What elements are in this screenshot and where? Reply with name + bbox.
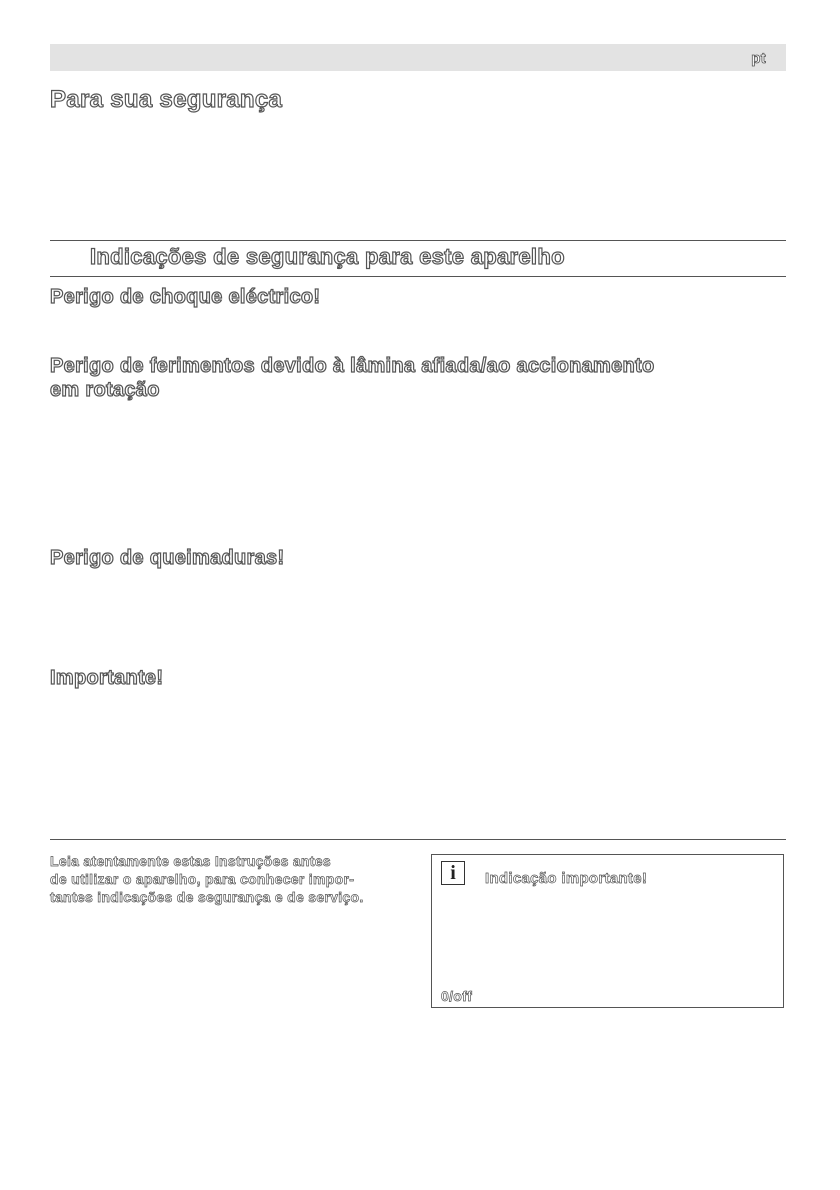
important-notice-box bbox=[431, 854, 784, 1008]
intro-line3: tantes indicações de segurança e de serviço. bbox=[50, 889, 364, 905]
heading-important: Importante! bbox=[50, 667, 164, 689]
header-bar bbox=[50, 44, 786, 71]
heading-injury-line1: Perigo de ferimentos devido à lâmina afiada/ao accionamento bbox=[50, 355, 655, 377]
footer-rule bbox=[50, 839, 786, 840]
language-label: pt bbox=[751, 50, 766, 67]
info-icon: i bbox=[441, 861, 465, 885]
heading-injury-line2: em rotação bbox=[50, 379, 160, 401]
intro-text bbox=[50, 852, 420, 906]
section-rule-bottom bbox=[50, 276, 786, 277]
section-rule-top bbox=[50, 240, 786, 241]
notice-footer: 0/off bbox=[441, 988, 473, 1004]
page-title: Para sua segurança bbox=[50, 86, 283, 113]
notice-title: Indicação importante! bbox=[485, 870, 648, 887]
section-title: Indicações de segurança para este aparelho bbox=[90, 244, 565, 269]
heading-injury bbox=[50, 354, 655, 402]
intro-line1: Leia atentamente estas Instruções antes bbox=[50, 853, 331, 869]
heading-burns: Perigo de queimaduras! bbox=[50, 547, 285, 569]
heading-electric-shock: Perigo de choque eléctrico! bbox=[50, 286, 321, 308]
intro-line2: de utilizar o aparelho, para conhecer impor- bbox=[50, 871, 355, 887]
